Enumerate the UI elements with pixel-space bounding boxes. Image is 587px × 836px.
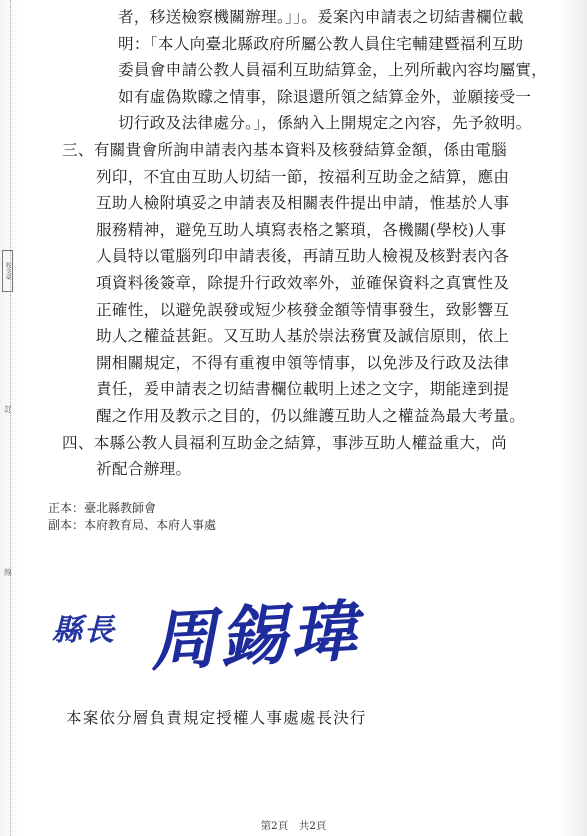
distribution-list bbox=[48, 500, 216, 534]
body-line: 服務精神，避免互助人填寫表格之繁瑣，各機關(學校)人事 bbox=[96, 220, 507, 239]
body-line: 助人之權益甚鉅。又互助人基於崇法務實及誠信原則，依上 bbox=[96, 327, 510, 346]
binding-mark-top: 訂 bbox=[4, 405, 12, 414]
document-body bbox=[58, 4, 587, 483]
binding-line bbox=[10, 0, 11, 836]
margin-stamp: 收文章 bbox=[2, 250, 13, 292]
body-line: 祈配合辦理。 bbox=[96, 460, 192, 479]
body-line: 責任，爰申請表之切結書欄位載明上述之文字，期能達到提 bbox=[96, 380, 510, 399]
body-line: 醒之作用及教示之目的，仍以維護互助人之權益為最大考量。 bbox=[96, 406, 526, 425]
copy-recipients: 副本：本府教育局、本府人事處 bbox=[48, 518, 217, 532]
body-line: 委員會申請公教人員福利互助結算金，上列所載內容均屬實， bbox=[118, 61, 548, 80]
body-line: 正確性，以避免誤發或短少核發金額等情事發生，致影響互 bbox=[96, 300, 510, 319]
original-recipient: 正本：臺北縣教師會 bbox=[48, 501, 157, 515]
signature-title: 縣長 bbox=[52, 613, 116, 648]
delegation-note: 本案依分層負責規定授權人事處處長決行 bbox=[66, 709, 367, 727]
body-line: 如有虛偽欺矇之情事，除退還所領之結算金外，並願接受一 bbox=[118, 87, 532, 106]
body-line: 項資料後簽章，除提升行政效率外，並確保資料之真實性及 bbox=[96, 273, 510, 292]
magistrate-signature-seal bbox=[52, 575, 422, 681]
body-line: 切行政及法律處分。」，係納入上開規定之內容，先予敘明。 bbox=[118, 114, 532, 133]
body-line: 三、有關貴會所詢申請表內基本資料及核發結算金額，係由電腦 bbox=[62, 140, 508, 159]
body-line: 開相關規定，不得有重複申領等情事，以免涉及行政及法律 bbox=[96, 353, 510, 372]
body-line: 四、本縣公教人員福利互助金之結算，事涉互助人權益重大，尚 bbox=[62, 433, 508, 452]
body-line: 互助人檢附填妥之申請表及相關表件提出申請，惟基於人事 bbox=[96, 194, 510, 213]
signature-name: 周錫瑋 bbox=[148, 591, 363, 681]
body-line: 明：「本人向臺北縣政府所屬公教人員住宅輔建暨福利互助 bbox=[118, 34, 524, 53]
page-number: 第2頁 共2頁 bbox=[260, 820, 327, 832]
body-line: 人員特以電腦列印申請表後，再請互助人檢視及核對表內各 bbox=[96, 247, 510, 266]
binding-mark-bottom: 線 bbox=[4, 568, 12, 577]
body-line: 列印，不宜由互助人切結一節，按福利互助金之結算，應由 bbox=[96, 167, 510, 186]
body-line: 者，移送檢察機關辦理。」」。爰案內申請表之切結書欄位載 bbox=[118, 8, 524, 26]
